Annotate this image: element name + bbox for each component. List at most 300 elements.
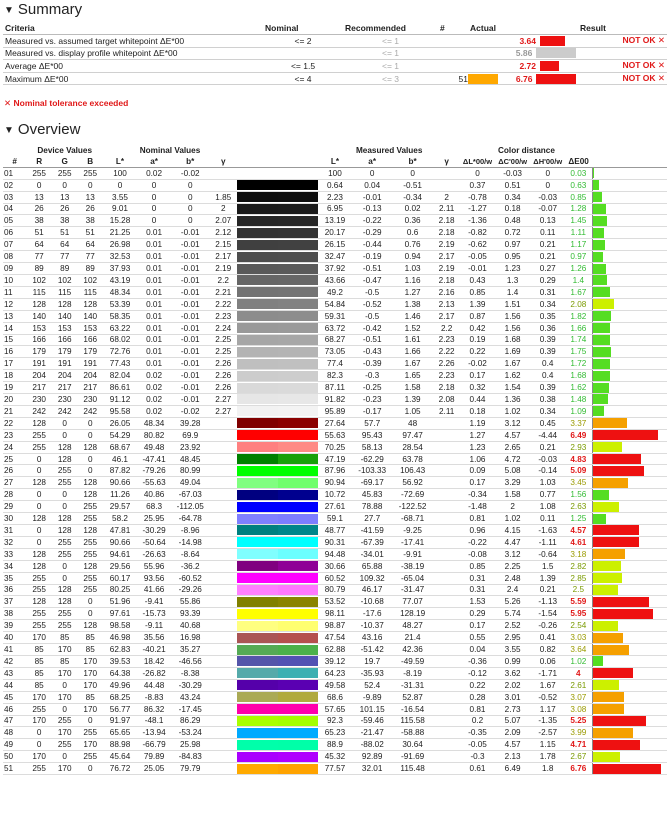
nominal-swatch [237,370,277,382]
measured-b: -31.47 [392,584,432,596]
device-g: 204 [52,370,78,382]
device-g: 128 [52,525,78,537]
nominal-gamma [209,751,237,763]
nominal-a: 0.01 [137,334,171,346]
summary-count [438,60,468,73]
measured-gamma [433,477,461,489]
nominal-l: 58.35 [103,310,137,322]
measured-l: 10.72 [318,489,352,501]
summary-heading[interactable] [4,1,82,18]
nominal-swatch [237,239,277,251]
device-b: 170 [77,703,103,715]
measured-swatch [278,358,318,370]
measured-swatch [278,417,318,429]
delta-e-bar [592,370,667,382]
delta-l: 0.2 [460,715,494,727]
delta-e-bar [592,429,667,441]
measured-a: 45.83 [352,489,392,501]
device-b: 128 [77,477,103,489]
device-b: 128 [77,489,103,501]
collapse-triangle-icon[interactable]: ▼ [4,5,14,16]
nominal-b: -14.98 [171,536,209,548]
delta-h: 0.29 [531,274,565,286]
nominal-a: 79.89 [137,751,171,763]
measured-b: 1.52 [392,322,432,334]
device-b: 255 [77,584,103,596]
delta-l: -1.36 [460,215,494,227]
delta-c: 0.48 [495,215,531,227]
delta-l: 0.61 [460,763,494,775]
nominal-a: 48.34 [137,417,171,429]
nominal-a: -50.64 [137,536,171,548]
measured-a: 57.7 [352,417,392,429]
measured-l: 68.6 [318,691,352,703]
device-g: 255 [52,465,78,477]
delta-e: 3.03 [565,632,593,644]
patch-row [3,286,667,298]
nominal-gamma: 2.25 [209,346,237,358]
delta-e: 1.45 [565,215,593,227]
delta-e-bar [592,727,667,739]
device-r: 0 [26,489,52,501]
delta-c: 0.51 [495,179,531,191]
measured-a: -0.42 [352,322,392,334]
measured-l: 91.82 [318,394,352,406]
nominal-gamma: 2 [209,203,237,215]
measured-a: -10.37 [352,620,392,632]
nominal-b: -53.24 [171,727,209,739]
summary-actual [468,47,578,60]
measured-gamma: 2.18 [433,227,461,239]
delta-e-bar [592,263,667,275]
delta-l: 0.87 [460,310,494,322]
device-b: 128 [77,560,103,572]
delta-h: 1.8 [531,763,565,775]
nominal-l: 26.05 [103,417,137,429]
nominal-b: 93.39 [171,608,209,620]
device-b: 0 [77,608,103,620]
nominal-gamma [209,489,237,501]
delta-l: 0 [460,167,494,179]
device-g: 153 [52,322,78,334]
measured-l: 48.77 [318,525,352,537]
patch-number: 36 [3,584,26,596]
nominal-b: -46.56 [171,655,209,667]
nominal-swatch [237,298,277,310]
delta-e: 0.97 [565,251,593,263]
nominal-gamma [209,560,237,572]
nominal-a: 0.01 [137,274,171,286]
device-g: 128 [52,441,78,453]
measured-gamma [433,501,461,513]
measured-b: 1.66 [392,346,432,358]
col-meas-b: b* [392,156,432,167]
measured-swatch [278,727,318,739]
nominal-swatch [237,560,277,572]
delta-e-bar [592,346,667,358]
nominal-swatch [237,596,277,608]
measured-a: -0.3 [352,370,392,382]
nominal-gamma: 2.27 [209,405,237,417]
measured-a: 32.01 [352,763,392,775]
measured-gamma [433,715,461,727]
measured-swatch [278,525,318,537]
delta-h: -0.26 [531,620,565,632]
delta-h: 0.38 [531,394,565,406]
device-b: 0 [77,179,103,191]
nominal-a: -79.26 [137,465,171,477]
device-b: 0 [77,763,103,775]
measured-gamma: 2.19 [433,263,461,275]
delta-l: -0.78 [460,191,494,203]
measured-l: 2.23 [318,191,352,203]
delta-e-bar [592,620,667,632]
measured-a: -51.42 [352,644,392,656]
nominal-a: 0.01 [137,322,171,334]
measured-gamma [433,644,461,656]
delta-h: -0.03 [531,191,565,203]
patch-row [3,620,667,632]
nominal-l: 100 [103,167,137,179]
col-r: R [26,156,52,167]
measured-l: 27.64 [318,417,352,429]
delta-l: -0.36 [460,655,494,667]
delta-e-bar [592,608,667,620]
device-b: 0 [77,465,103,477]
delta-c: 4.57 [495,739,531,751]
measured-gamma [433,572,461,584]
patch-row [3,227,667,239]
measured-gamma: 2.2 [433,322,461,334]
measured-gamma [433,763,461,775]
device-g: 85 [52,632,78,644]
nominal-b: -0.01 [171,334,209,346]
device-r: 77 [26,251,52,263]
delta-e: 1.74 [565,334,593,346]
measured-swatch [278,739,318,751]
patch-number: 46 [3,703,26,715]
delta-e: 3.45 [565,477,593,489]
delta-e-bar [592,525,667,537]
measured-swatch [278,703,318,715]
nominal-l: 77.43 [103,358,137,370]
device-b: 38 [77,215,103,227]
patch-row [3,655,667,667]
device-b: 77 [77,251,103,263]
measured-a: -9.89 [352,691,392,703]
device-r: 13 [26,191,52,203]
delta-l: -0.08 [460,548,494,560]
device-b: 217 [77,382,103,394]
delta-c: 1.58 [495,489,531,501]
delta-h: 0.41 [531,632,565,644]
delta-e: 3.99 [565,727,593,739]
device-g: 0 [52,429,78,441]
device-g: 89 [52,263,78,275]
collapse-triangle-icon[interactable]: ▼ [4,125,14,136]
measured-gamma [433,679,461,691]
patch-row [3,536,667,548]
summary-criteria: Maximum ΔE*00 [3,72,263,85]
measured-l: 73.05 [318,346,352,358]
delta-e: 4 [565,667,593,679]
measured-swatch [278,620,318,632]
nominal-b: 40.68 [171,620,209,632]
delta-l: 0.17 [460,620,494,632]
delta-e-bar [592,251,667,263]
measured-b: 1.27 [392,286,432,298]
measured-swatch [278,644,318,656]
overview-heading[interactable] [4,121,80,138]
patch-number: 39 [3,620,26,632]
delta-l: 0.55 [460,632,494,644]
summary-col-recommended: Recommended [343,21,438,35]
device-b: 128 [77,525,103,537]
measured-a: 19.7 [352,655,392,667]
col-spacer [592,156,667,167]
delta-c: 2.48 [495,572,531,584]
nominal-l: 68.67 [103,441,137,453]
patch-row [3,679,667,691]
delta-e-bar [592,179,667,191]
patch-row [3,572,667,584]
delta-h: 0.4 [531,370,565,382]
measured-a: -0.25 [352,382,392,394]
device-r: 140 [26,310,52,322]
summary-row [3,35,667,48]
nominal-b: -84.83 [171,751,209,763]
delta-c: 4.47 [495,536,531,548]
device-g: 217 [52,382,78,394]
delta-l: 0.04 [460,644,494,656]
device-g: 255 [52,739,78,751]
measured-l: 65.23 [318,727,352,739]
summary-actual [468,72,578,85]
nominal-b: 69.9 [171,429,209,441]
nominal-swatch [237,286,277,298]
measured-b: 0.6 [392,227,432,239]
measured-a: -0.13 [352,203,392,215]
nominal-gamma: 2.23 [209,310,237,322]
nominal-b: -0.01 [171,310,209,322]
delta-h: 0.21 [531,584,565,596]
measured-a: 101.15 [352,703,392,715]
measured-l: 77.4 [318,358,352,370]
nominal-b: 80.99 [171,465,209,477]
measured-swatch [278,632,318,644]
measured-gamma [433,751,461,763]
device-g: 170 [52,667,78,679]
delta-e-bar [592,715,667,727]
delta-e: 4.61 [565,536,593,548]
measured-swatch [278,691,318,703]
device-g: 51 [52,227,78,239]
measured-a: 78.88 [352,501,392,513]
nominal-b: -112.05 [171,501,209,513]
nominal-a: -47.41 [137,453,171,465]
delta-h: 0.27 [531,263,565,275]
nominal-l: 15.28 [103,215,137,227]
delta-h: 0.77 [531,489,565,501]
measured-b: 63.78 [392,453,432,465]
device-r: 115 [26,286,52,298]
device-r: 128 [26,548,52,560]
summary-result: NOT OK ✕ [578,35,667,48]
measured-swatch [278,334,318,346]
measured-l: 94.48 [318,548,352,560]
nominal-gamma [209,513,237,525]
nominal-l: 65.65 [103,727,137,739]
measured-gamma [433,513,461,525]
delta-e-bar [592,417,667,429]
delta-e: 1.66 [565,322,593,334]
measured-gamma [433,167,461,179]
measured-l: 20.17 [318,227,352,239]
nominal-swatch [237,310,277,322]
nominal-b: -0.01 [171,286,209,298]
nominal-swatch [237,536,277,548]
patch-number: 50 [3,751,26,763]
delta-h: -1.63 [531,525,565,537]
summary-recommended: <= 1 [343,47,438,60]
nominal-l: 43.19 [103,274,137,286]
nominal-gamma: 2.22 [209,298,237,310]
measured-gamma [433,179,461,191]
delta-e: 1.62 [565,382,593,394]
device-r: 102 [26,274,52,286]
nominal-b: -60.52 [171,572,209,584]
measured-l: 98.11 [318,608,352,620]
nominal-b: -0.01 [171,370,209,382]
col-nom-b: b* [171,156,209,167]
patch-number: 13 [3,310,26,322]
delta-c: 0.97 [495,239,531,251]
nominal-l: 97.61 [103,608,137,620]
delta-l: -0.82 [460,227,494,239]
delta-c: 2.4 [495,584,531,596]
summary-count-value: 51 [458,73,468,84]
delta-l: 0.22 [460,346,494,358]
device-g: 115 [52,286,78,298]
device-g: 170 [52,644,78,656]
measured-b: -0.51 [392,179,432,191]
measured-a: -10.68 [352,596,392,608]
measured-a: -69.17 [352,477,392,489]
measured-b: 21.4 [392,632,432,644]
delta-h: 0.21 [531,239,565,251]
delta-e: 1.67 [565,286,593,298]
patch-number: 41 [3,644,26,656]
patch-number: 34 [3,560,26,572]
nominal-a: -9.41 [137,596,171,608]
device-r: 170 [26,691,52,703]
measured-a: -0.01 [352,191,392,203]
delta-l: 0.09 [460,465,494,477]
patch-number: 15 [3,334,26,346]
nominal-gamma [209,703,237,715]
nominal-b: 25.98 [171,739,209,751]
nominal-a: -8.83 [137,691,171,703]
measured-l: 62.88 [318,644,352,656]
delta-e: 0.63 [565,179,593,191]
measured-swatch [278,429,318,441]
summary-actual-value: 6.76 [515,73,533,84]
measured-b: 30.64 [392,739,432,751]
device-g: 128 [52,298,78,310]
nominal-l: 46.1 [103,453,137,465]
nominal-gamma: 2.17 [209,251,237,263]
measured-gamma [433,548,461,560]
delta-h: 0.34 [531,298,565,310]
measured-l: 70.25 [318,441,352,453]
delta-c: 4.72 [495,453,531,465]
patch-row [3,584,667,596]
device-b: 170 [77,679,103,691]
nominal-gamma [209,691,237,703]
device-g: 0 [52,703,78,715]
delta-l: 0.43 [460,274,494,286]
nominal-a: 0.01 [137,358,171,370]
delta-h: 0 [531,179,565,191]
device-b: 0 [77,417,103,429]
delta-h: 1.5 [531,560,565,572]
nominal-swatch [237,513,277,525]
nominal-swatch [237,727,277,739]
nominal-l: 76.72 [103,763,137,775]
patch-row [3,560,667,572]
patch-number: 49 [3,739,26,751]
measured-swatch [278,227,318,239]
nominal-swatch [237,739,277,751]
delta-h: 0.21 [531,251,565,263]
device-r: 128 [26,560,52,572]
patch-number: 24 [3,441,26,453]
measured-b: -49.59 [392,655,432,667]
device-b: 0 [77,453,103,465]
measured-a: -0.22 [352,215,392,227]
nominal-swatch [237,608,277,620]
nominal-gamma: 1.85 [209,191,237,203]
nominal-gamma [209,417,237,429]
nominal-a: 0.01 [137,227,171,239]
device-b: 230 [77,394,103,406]
col-nom-gamma: γ [209,156,237,167]
delta-c: 1.36 [495,394,531,406]
measured-swatch [278,608,318,620]
delta-e-bar [592,596,667,608]
nominal-b: -0.02 [171,405,209,417]
measured-gamma: 2.23 [433,370,461,382]
measured-a: 92.89 [352,751,392,763]
measured-a: -0.17 [352,405,392,417]
measured-b: -38.19 [392,560,432,572]
device-r: 85 [26,667,52,679]
summary-result: NOT OK ✕ [578,60,667,73]
nominal-a: 0.02 [137,405,171,417]
nominal-b: -30.29 [171,679,209,691]
nominal-l: 29.56 [103,560,137,572]
delta-e-bar [592,322,667,334]
measured-swatch [278,655,318,667]
measured-l: 90.31 [318,536,352,548]
nominal-gamma [209,763,237,775]
nominal-l: 32.53 [103,251,137,263]
patch-number: 47 [3,715,26,727]
patch-row [3,465,667,477]
device-b: 255 [77,501,103,513]
delta-e-bar [592,572,667,584]
delta-h: 0 [531,167,565,179]
